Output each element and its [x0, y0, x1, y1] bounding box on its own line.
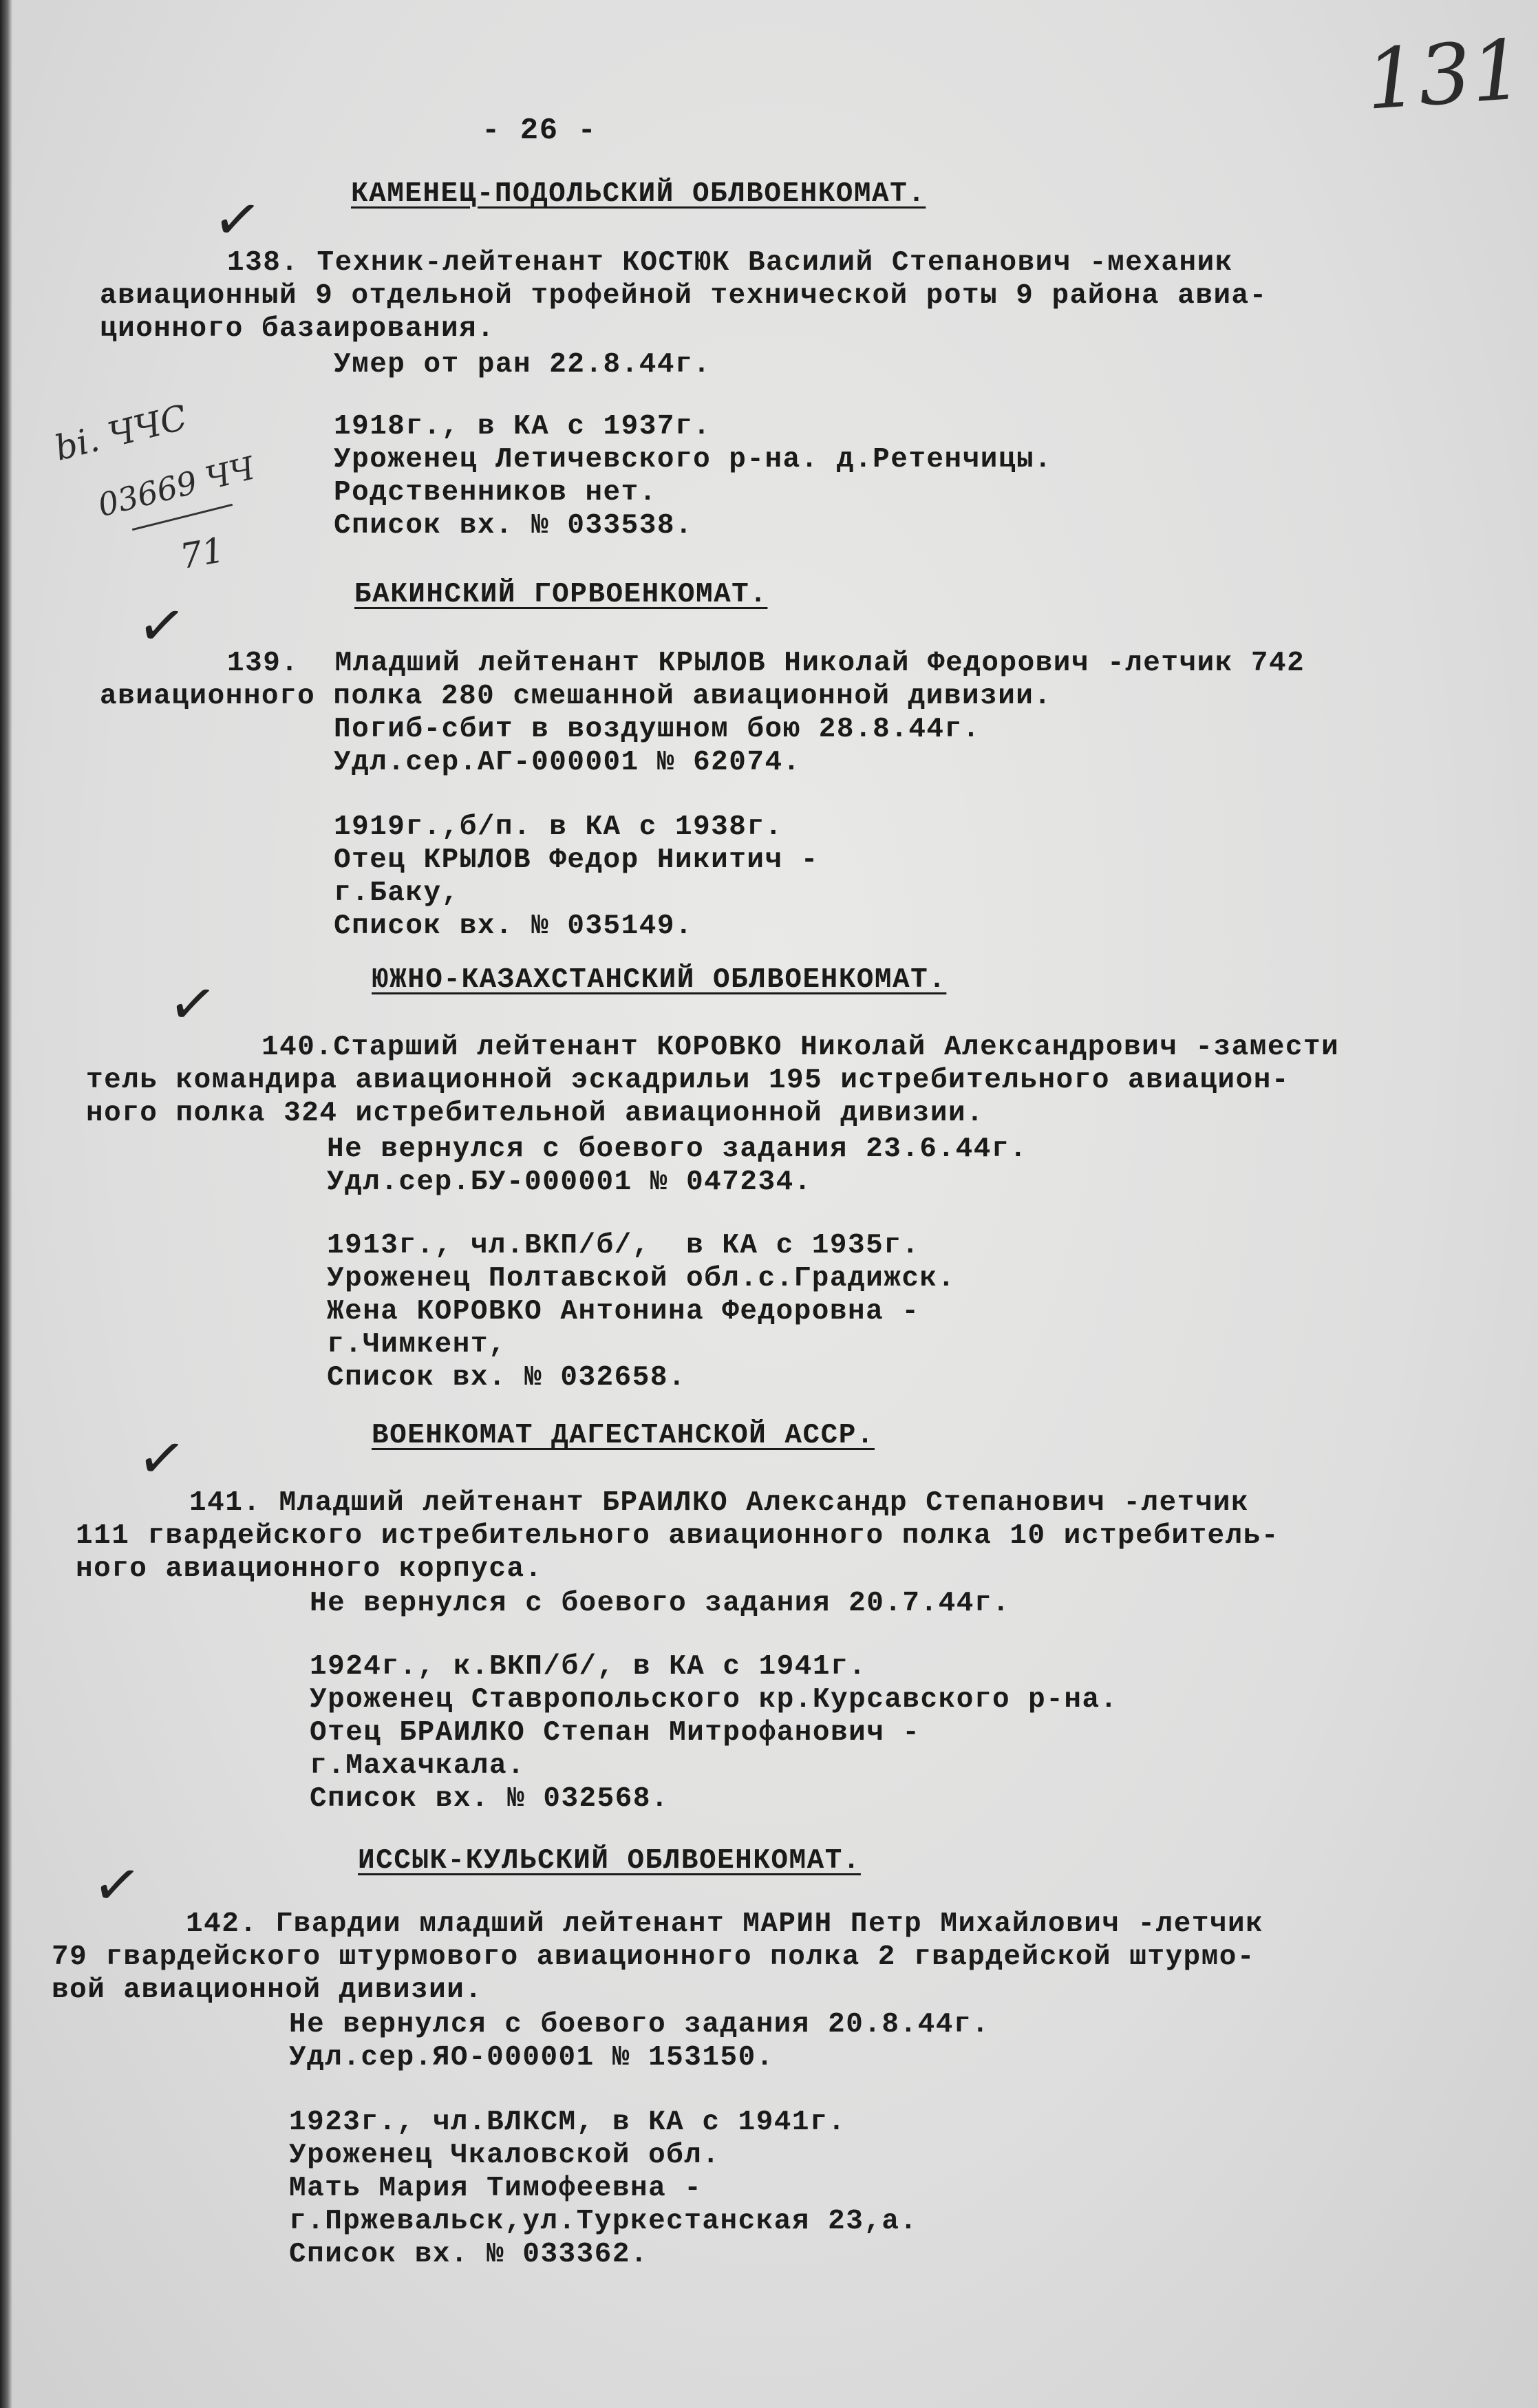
- section-header: ИССЫК-КУЛЬСКИЙ ОБЛВОЕНКОМАТ.: [358, 1845, 861, 1877]
- margin-note-line3: 71: [177, 529, 228, 577]
- entry-line: Список вх. № 033538.: [334, 510, 694, 542]
- entry-line: 140.Старший лейтенант КОРОВКО Николай Александрович -замести: [261, 1032, 1340, 1063]
- entry-line: 138. Техник-лейтенант КОСТЮК Василий Степанович -механик: [227, 247, 1233, 279]
- entry-line: 1919г.,б/п. в КА с 1938г.: [334, 811, 783, 843]
- entry-line: 141. Младший лейтенант БРАИЛКО Александр Степанович -летчик: [189, 1487, 1250, 1519]
- entry-line: Уроженец Полтавской обл.с.Градижск.: [327, 1263, 956, 1294]
- check-mark: ✓: [133, 1421, 191, 1495]
- section-header: ЮЖНО-КАЗАХСТАНСКИЙ ОБЛВОЕНКОМАТ.: [372, 964, 947, 996]
- entry-line: тель командира авиационной эскадрильи 195 истребительного авиацион-: [86, 1065, 1290, 1096]
- archive-number: 131: [1363, 22, 1527, 129]
- entry-line: 139. Младший лейтенант КРЫЛОВ Николай Федорович -летчик 742: [227, 648, 1305, 679]
- scan-edge: [0, 0, 12, 2408]
- entry-line: г.Баку,: [334, 877, 460, 909]
- check-mark: ✓: [209, 182, 266, 257]
- entry-line: 111 гвардейского истребительного авиационного полка 10 истребитель-: [76, 1520, 1279, 1552]
- entry-line: авиационного полка 280 смешанной авиационной дивизии.: [100, 681, 1052, 712]
- entry-line: Не вернулся с боевого задания 23.6.44г.: [327, 1133, 1028, 1165]
- entry-line: Не вернулся с боевого задания 20.7.44г.: [310, 1588, 1011, 1619]
- entry-line: Удл.сер.БУ-000001 № 047234.: [327, 1166, 812, 1198]
- section-header: ВОЕНКОМАТ ДАГЕСТАНСКОЙ АССР.: [372, 1420, 875, 1451]
- entry-line: Жена КОРОВКО Антонина Федоровна -: [327, 1296, 920, 1328]
- entry-line: Список вх. № 032658.: [327, 1362, 687, 1394]
- entry-line: Список вх. № 032568.: [310, 1783, 670, 1815]
- entry-line: ного полка 324 истребительной авиационной дивизии.: [86, 1098, 985, 1129]
- entry-line: Уроженец Ставропольского кр.Курсавского р-на.: [310, 1684, 1118, 1716]
- entry-line: Погиб-сбит в воздушном бою 28.8.44г.: [334, 714, 981, 745]
- entry-line: г.Махачкала.: [310, 1750, 526, 1782]
- entry-line: Отец КРЫЛОВ Федор Никитич -: [334, 844, 819, 876]
- entry-line: 1924г., к.ВКП/б/, в КА с 1941г.: [310, 1651, 867, 1683]
- entry-line: 79 гвардейского штурмового авиационного полка 2 гвардейской штурмо-: [52, 1941, 1255, 1973]
- entry-line: Список вх. № 035149.: [334, 910, 694, 942]
- entry-line: Отец БРАИЛКО Степан Митрофанович -: [310, 1717, 921, 1749]
- check-mark: ✓: [164, 967, 222, 1041]
- entry-line: 1923г., чл.ВЛКСМ, в КА с 1941г.: [289, 2107, 846, 2138]
- check-mark: ✓: [88, 1848, 146, 1922]
- check-mark: ✓: [133, 588, 191, 663]
- margin-note-line1: bi. ЧЧС: [50, 397, 191, 469]
- entry-line: Не вернулся с боевого задания 20.8.44г.: [289, 2009, 990, 2041]
- entry-line: Удл.сер.ЯО-000001 № 153150.: [289, 2042, 774, 2074]
- entry-line: вой авиационной дивизии.: [52, 1974, 483, 2006]
- section-header: КАМЕНЕЦ-ПОДОЛЬСКИЙ ОБЛВОЕНКОМАТ.: [351, 178, 926, 210]
- entry-line: 142. Гвардии младший лейтенант МАРИН Петр Михайлович -летчик: [186, 1908, 1264, 1940]
- entry-line: Удл.сер.АГ-000001 № 62074.: [334, 747, 801, 778]
- entry-line: 1913г., чл.ВКП/б/, в КА с 1935г.: [327, 1230, 920, 1261]
- entry-line: ционного базаирования.: [100, 313, 495, 345]
- entry-line: ного авиационного корпуса.: [76, 1553, 543, 1585]
- entry-line: г.Пржевальск,ул.Туркестанская 23,а.: [289, 2206, 918, 2237]
- entry-line: Мать Мария Тимофеевна -: [289, 2173, 703, 2204]
- page-number: - 26 -: [482, 114, 597, 148]
- entry-line: Уроженец Летичевского р-на. д.Ретенчицы.: [334, 444, 1053, 476]
- entry-line: Уроженец Чкаловской обл.: [289, 2140, 720, 2171]
- entry-line: Умер от ран 22.8.44г.: [334, 349, 712, 381]
- entry-line: Родственников нет.: [334, 477, 657, 509]
- entry-line: 1918г., в КА с 1937г.: [334, 411, 712, 443]
- entry-line: г.Чимкент,: [327, 1329, 507, 1361]
- margin-note-line2: 03669 ЧЧ: [94, 449, 259, 524]
- entry-line: авиационный 9 отдельной трофейной технической роты 9 района авиа-: [100, 280, 1268, 312]
- entry-line: Список вх. № 033362.: [289, 2239, 649, 2270]
- section-header: БАКИНСКИЙ ГОРВОЕНКОМАТ.: [354, 579, 768, 610]
